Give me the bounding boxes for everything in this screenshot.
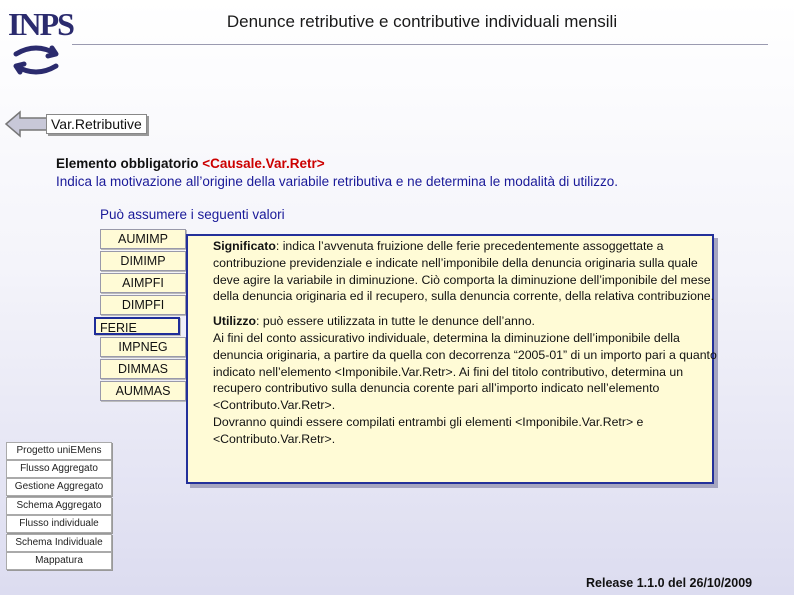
intro-text — [56, 155, 618, 191]
nav-mappatura[interactable]: Mappatura — [6, 552, 112, 570]
utilizzo-text: : può essere utilizzata in tutte le denunce dell’anno. — [256, 314, 535, 329]
header-divider — [72, 44, 768, 45]
element-tag-title: Var.Retributive — [46, 114, 147, 134]
logo-swirl-icon — [8, 40, 64, 80]
inps-logo — [8, 6, 73, 86]
page-title: Denunce retributive e contributive individuali mensili — [226, 12, 618, 31]
nav-schema-aggregato[interactable]: Schema Aggregato — [6, 497, 112, 515]
utilizzo-line3: Dovranno quindi essere compilati entrambi gli elementi <Imponibile.Var.Retr> e <Contributo.Var.Retr>. — [213, 414, 644, 446]
value-item-dimmas[interactable]: DIMMAS — [100, 359, 186, 379]
nav-schema-individuale[interactable]: Schema Individuale — [6, 534, 112, 552]
significato-label: Significato — [213, 239, 276, 253]
intro-description: Indica la motivazione all’origine della variabile retributiva e ne determina le modalità di utilizzo. — [56, 174, 619, 189]
intro-prefix: Elemento obbligatorio — [56, 156, 203, 171]
significato-text: : indica l’avvenuta fruizione delle ferie precedentemente assoggettate a contribuzione previdenziale e indicate nell’imponibile della denuncia originaria sulla quale deve agire la variabile in diminuzione. Ciò comporta la diminuzione dell’imponibile del mese della denuncia originaria ed il recupero, sulla denuncia corrente, della relativa contribuzione. — [213, 239, 715, 304]
nav-progetto-uniemens[interactable]: Progetto uniEMens — [6, 442, 112, 460]
release-footer: Release 1.1.0 del 26/10/2009 — [586, 576, 753, 590]
value-item-dimimp[interactable]: DIMIMP — [100, 251, 186, 271]
utilizzo-label: Utilizzo — [213, 314, 257, 329]
value-item-ferie[interactable]: FERIE — [94, 317, 180, 335]
utilizzo-line2: Ai fini del conto assicurativo individuale, determina la diminuzione dell’imponibile della denuncia originaria, a partire da quella con decorrenza “2005-01” di un importo pari a quanto indicato nell’elemento <Imponibile.Var.Retr>. Ai fini del titolo contributivo, determina un recupero contributivo sulla denuncia corente pari all’importo indicato nell’elemento <Contributo.Var.Retr>. — [213, 330, 717, 413]
value-item-impneg[interactable]: IMPNEG — [100, 337, 186, 357]
value-item-dimpfi[interactable]: DIMPFI — [100, 295, 186, 315]
nav-flusso-aggregato[interactable]: Flusso Aggregato — [6, 460, 112, 478]
values-list — [100, 229, 186, 403]
values-heading: Può assumere i seguenti valori — [100, 207, 285, 222]
intro-element-name: <Causale.Var.Retr> — [202, 156, 325, 171]
nav-flusso-individuale[interactable]: Flusso individuale — [6, 515, 112, 533]
value-item-aummas[interactable]: AUMMAS — [100, 381, 186, 401]
nav-gestione-aggregato[interactable]: Gestione Aggregato — [6, 478, 112, 496]
description-text — [213, 238, 718, 448]
value-item-aumimp[interactable]: AUMIMP — [100, 229, 186, 249]
logo-text: INPS — [8, 6, 73, 42]
value-item-aimpfi[interactable]: AIMPFI — [100, 273, 186, 293]
